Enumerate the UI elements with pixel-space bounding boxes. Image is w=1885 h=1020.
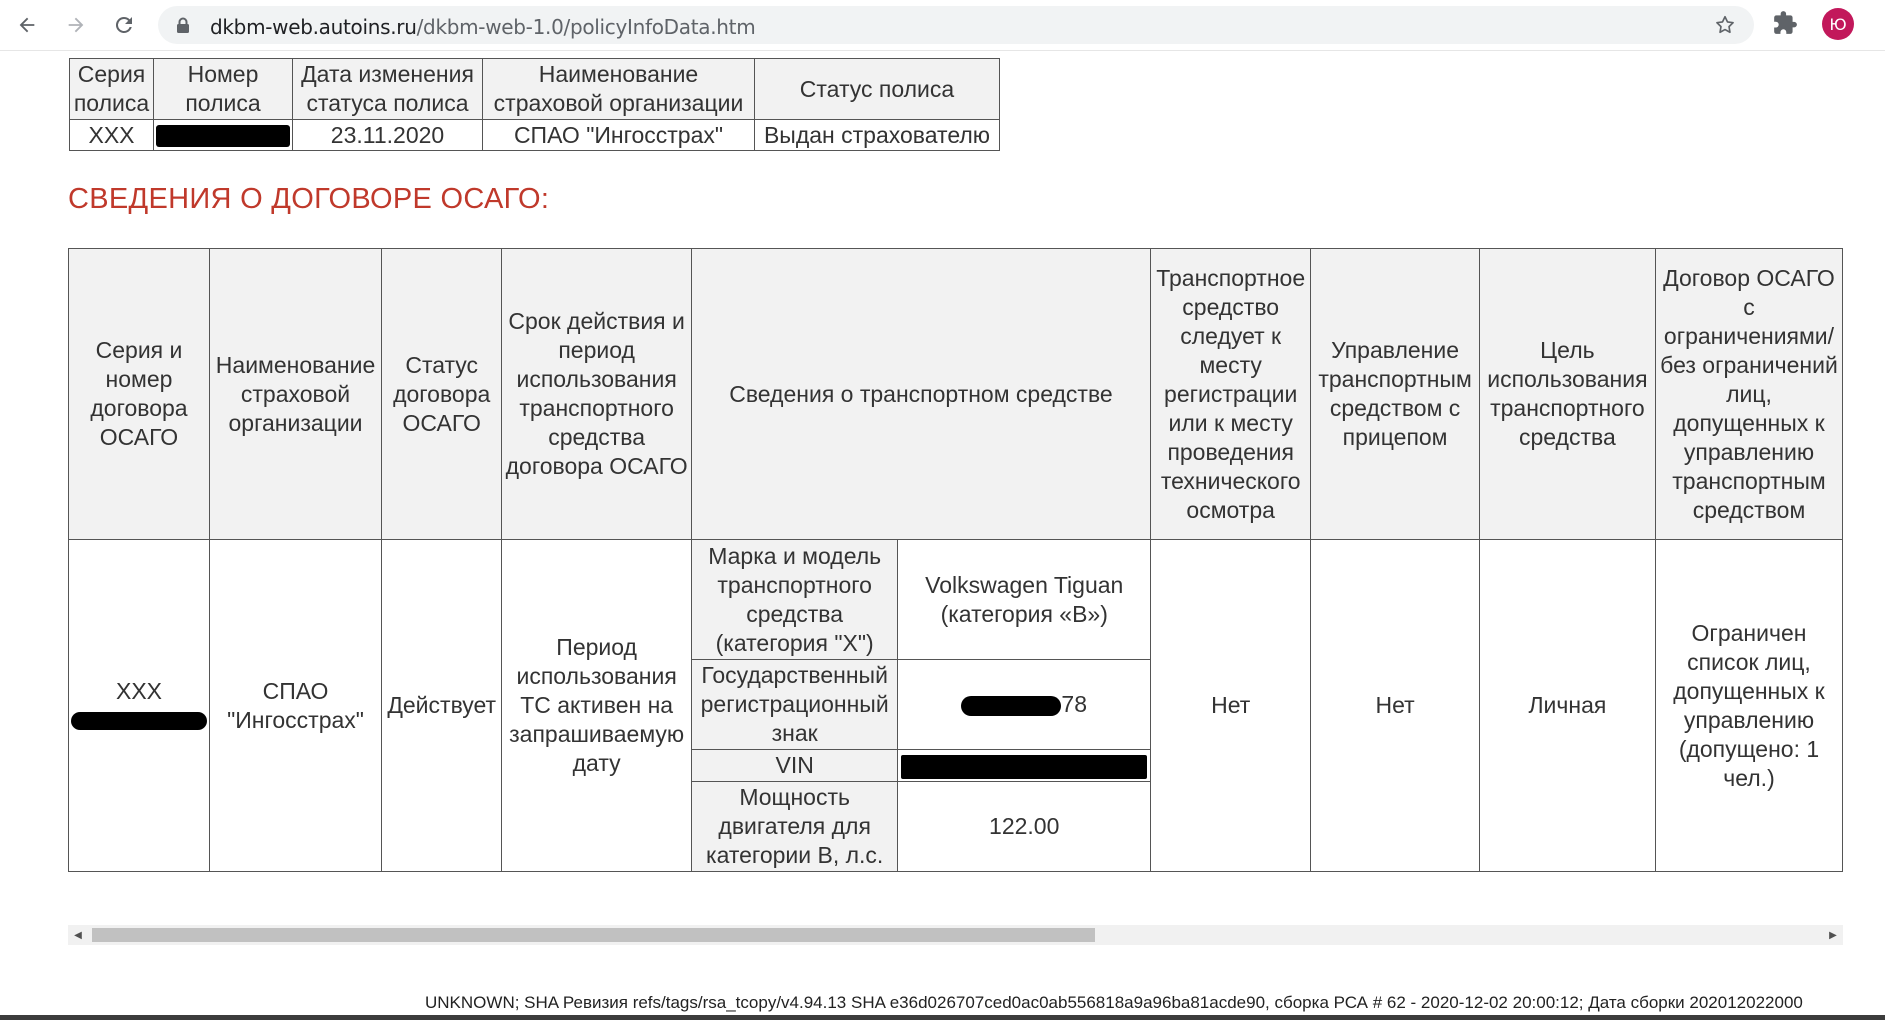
header-usage-purpose: Цель использования транспортного средства: [1479, 249, 1655, 540]
header-to-registration: Транспортное средство следует к месту регистрации или к месту проведения технического осмотра: [1151, 249, 1311, 540]
forward-arrow-icon: [65, 14, 87, 36]
bottom-bar: [0, 1015, 1885, 1020]
page-content: [0, 51, 1885, 1012]
plate-value: [898, 660, 1151, 750]
scroll-left-arrow-icon[interactable]: ◀: [74, 929, 82, 941]
policy-status: Выдан страхователю: [755, 120, 1000, 151]
url-text: [210, 15, 755, 39]
scrollbar-thumb[interactable]: [92, 928, 1095, 942]
header-insurer-name: Наименование страховой организации: [483, 59, 755, 120]
vin-value-redacted: [898, 750, 1151, 782]
header-vehicle-info: Сведения о транспортном средстве: [691, 249, 1150, 540]
table-row: [69, 540, 1843, 660]
plate-label: Государственный регистрационный знак: [691, 660, 898, 750]
vin-label: VIN: [691, 750, 898, 782]
header-driver-restrictions: Договор ОСАГО с ограничениями/без ограничений лиц, допущенных к управлению транспортным средством: [1655, 249, 1842, 540]
header-insurer-name: Наименование страховой организации: [210, 249, 382, 540]
header-validity-period: Срок действия и период использования транспортного средства договора ОСАГО: [502, 249, 692, 540]
contract-table-scroll-area[interactable]: [68, 248, 1843, 926]
vehicle-make-value: Volkswagen Tiguan (категория «B»): [898, 540, 1151, 660]
contract-insurer-name: СПАО "Ингосстрах": [210, 540, 382, 872]
bookmark-star-icon[interactable]: [1714, 14, 1736, 36]
table-row: [70, 120, 1000, 151]
header-policy-number: Номер полиса: [154, 59, 293, 120]
trailer-value: Нет: [1311, 540, 1479, 872]
vehicle-make-label: Марка и модель транспортного средства (категория "Х"): [691, 540, 898, 660]
driver-restrictions-value: Ограничен список лиц, допущенных к управлению (допущено: 1 чел.): [1655, 540, 1842, 872]
policy-table-header-row: [70, 59, 1000, 120]
to-registration-value: Нет: [1151, 540, 1311, 872]
status-change-date: 23.11.2020: [293, 120, 483, 151]
policy-table: [69, 58, 1000, 151]
back-button[interactable]: [11, 9, 43, 41]
plate-region: 78: [1061, 691, 1088, 717]
engine-power-value: 122.00: [898, 782, 1151, 872]
section-title: СВЕДЕНИЯ О ДОГОВОРЕ ОСАГО:: [68, 183, 550, 215]
build-info-footer: UNKNOWN; SHA Ревизия refs/tags/rsa_tcopy/v4.94.13 SHA e36d026707ced0ac0ab556818a9a96ba81acde90, сборка РСА # 62 - 2020-12-02 20:00:12; Дата сборки 202012022000: [425, 993, 1803, 1012]
insurer-name: СПАО "Ингосстрах": [483, 120, 755, 151]
redaction-mark: [156, 125, 290, 147]
contract-table: [68, 248, 1843, 872]
url-path: /dkbm-web-1.0/policyInfoData.htm: [416, 15, 756, 39]
policy-series: ХХХ: [70, 120, 154, 151]
plate-redaction: [961, 696, 1061, 716]
extensions-puzzle-icon[interactable]: [1772, 10, 1798, 36]
scroll-right-arrow-icon[interactable]: ▶: [1829, 929, 1837, 941]
lock-icon: [176, 17, 190, 34]
header-policy-status: Статус полиса: [755, 59, 1000, 120]
header-trailer: Управление транспортным средством с прицепом: [1311, 249, 1479, 540]
contract-table-header-row: [69, 249, 1843, 540]
vin-redaction: [901, 755, 1147, 779]
validity-period: Период использования ТС активен на запрашиваемую дату: [502, 540, 692, 872]
header-policy-series: Серия полиса: [70, 59, 154, 120]
forward-button[interactable]: [60, 9, 92, 41]
horizontal-scrollbar[interactable]: [68, 925, 1843, 945]
address-bar[interactable]: [158, 6, 1754, 44]
url-host: dkbm-web.autoins.ru: [210, 15, 417, 39]
browser-toolbar: [0, 0, 1885, 51]
policy-number-redacted: [154, 120, 293, 151]
back-arrow-icon: [16, 14, 38, 36]
contract-number-redaction: [71, 712, 207, 730]
header-status-change-date: Дата изменения статуса полиса: [293, 59, 483, 120]
profile-avatar[interactable]: Ю: [1822, 8, 1854, 40]
contract-series: ХХХ: [115, 677, 163, 704]
contract-series-number: [69, 540, 210, 872]
header-contract-status: Статус договора ОСАГО: [382, 249, 502, 540]
usage-purpose-value: Личная: [1479, 540, 1655, 872]
contract-status: Действует: [382, 540, 502, 872]
reload-button[interactable]: [108, 9, 140, 41]
reload-icon: [112, 13, 136, 37]
header-contract-series-number: Серия и номер договора ОСАГО: [69, 249, 210, 540]
engine-power-label: Мощность двигателя для категории B, л.с.: [691, 782, 898, 872]
